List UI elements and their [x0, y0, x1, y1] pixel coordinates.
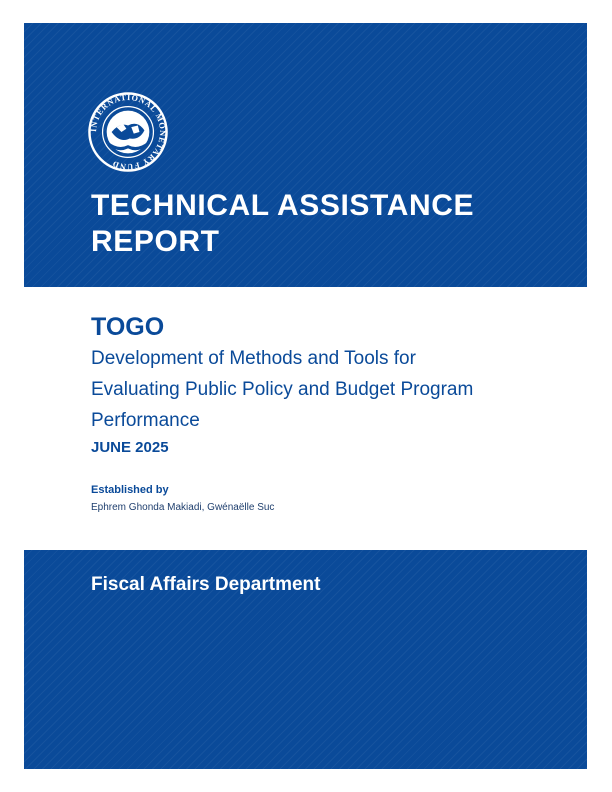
department-name: Fiscal Affairs Department: [91, 574, 321, 595]
report-date: JUNE 2025: [91, 439, 169, 456]
report-cover: [24, 23, 587, 769]
report-type-line1: TECHNICAL ASSISTANCE: [91, 189, 475, 222]
established-by-label: Established by: [91, 484, 169, 496]
authors: Ephrem Ghonda Makiadi, Gwénaëlle Suc: [91, 502, 275, 513]
report-title: [91, 343, 561, 436]
title-line1: Development of Methods and Tools for: [91, 348, 416, 369]
title-line3: Performance: [91, 410, 200, 431]
title-line2: Evaluating Public Policy and Budget Program: [91, 379, 474, 400]
report-type-line2: REPORT: [91, 225, 220, 258]
country-name: TOGO: [91, 313, 165, 341]
title-band: [24, 287, 587, 550]
imf-seal-icon: [87, 91, 169, 173]
seal-text: INTERNATIONAL MONETARY FUND: [88, 92, 168, 172]
report-type-heading: [91, 188, 561, 260]
